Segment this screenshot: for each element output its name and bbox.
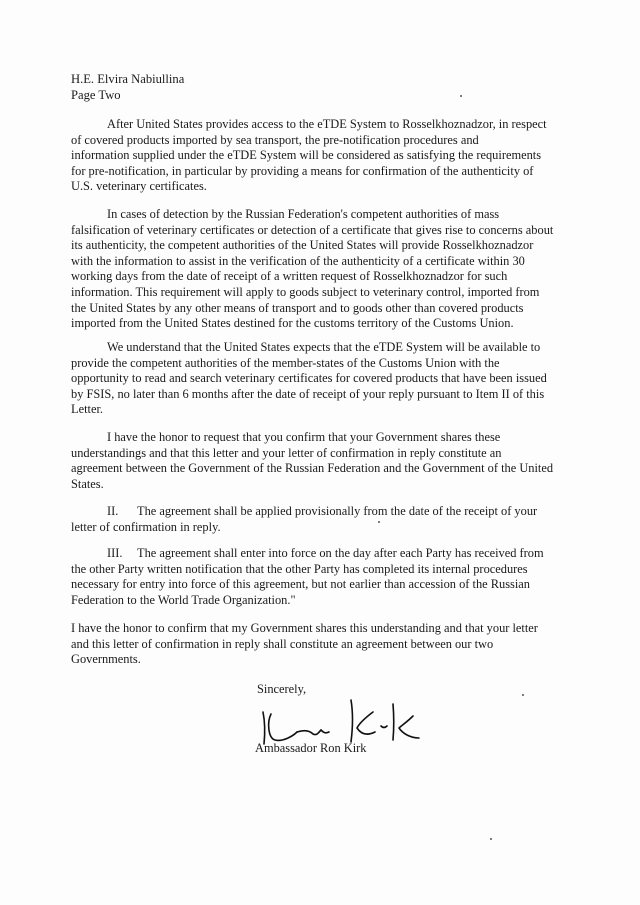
item-number: II. <box>107 504 119 518</box>
paragraph-line: and this letter of confirmation in reply shall constitute an agreement between our two <box>71 636 494 651</box>
paragraph-line: of covered products imported by sea transport, the pre-notification procedures and <box>71 132 479 147</box>
paragraph-line: U.S. veterinary certificates. <box>71 179 207 194</box>
scan-speck <box>378 521 380 523</box>
scan-speck <box>460 95 462 97</box>
signer-name: Ambassador Ron Kirk <box>255 741 367 755</box>
paragraph-line: States. <box>71 476 104 491</box>
scan-speck <box>490 838 492 840</box>
addressee-block <box>71 71 184 103</box>
paragraph-line: After United States provides access to the eTDE System to Rosselkhoznadzor, in respect <box>107 117 547 131</box>
paragraph-line: by FSIS, no later than 6 months after the date of receipt of your reply pursuant to Item II of this <box>71 386 545 401</box>
paragraph-line: falsification of veterinary certificates or detection of a certificate that gives rise to concerns about <box>71 222 554 237</box>
paragraph-line: the other Party written notification that the other Party has completed its internal procedures <box>71 561 528 576</box>
paragraph-line: for pre-notification, in particular by providing a means for confirmation of the authenticity of <box>71 163 534 178</box>
paragraph-line: working days from the date of receipt of a written request of Rosselkhoznadzor for such <box>71 269 508 284</box>
paragraph-line: imported from the United States destined for the customs territory of the Customs Union. <box>71 316 514 331</box>
paragraph-line: information. This requirement will apply to goods subject to veterinary control, imported from <box>71 284 540 299</box>
item-3 <box>71 546 569 608</box>
paragraph-1 <box>71 117 569 195</box>
paragraph-line: Governments. <box>71 652 141 667</box>
paragraph-line: I have the honor to request that you confirm that your Government shares these <box>107 430 501 444</box>
paragraph-line: I have the honor to confirm that my Government shares this understanding and that your letter <box>71 621 538 635</box>
paragraph-line: letter of confirmation in reply. <box>71 519 221 534</box>
paragraph-line: Federation to the World Trade Organization." <box>71 592 296 607</box>
item-text: The agreement shall be applied provisionally from the date of the receipt of your <box>137 504 538 518</box>
item-number: III. <box>107 546 123 560</box>
paragraph-line: information supplied under the eTDE System will be considered as satisfying the requirements <box>71 148 542 163</box>
paragraph-line: opportunity to read and search veterinary certificates for covered products that have been issued <box>71 371 547 386</box>
paragraph-4 <box>71 430 569 492</box>
paragraph-line: the United States by any other means of transport and to goods other than covered products <box>71 300 524 315</box>
paragraph-line: In cases of detection by the Russian Federation's competent authorities of mass <box>107 207 500 221</box>
item-first-line <box>71 504 569 520</box>
paragraph-line: Letter. <box>71 402 103 417</box>
closing-paragraph <box>71 621 569 668</box>
paragraph-line: necessary for entry into force of this agreement, but not earlier than accession of the Russian <box>71 577 530 592</box>
paragraph-line: We understand that the United States expects that the eTDE System will be available to <box>107 340 541 354</box>
handwritten-signature <box>253 692 453 748</box>
paragraph-line: understandings and that this letter and your letter of confirmation in reply constitute an <box>71 445 502 460</box>
item-text: The agreement shall enter into force on the day after each Party has received from <box>137 546 544 560</box>
paragraph-line: its authenticity, the competent authorities of the United States will provide Rosselkhoznadzor <box>71 238 534 253</box>
sincerely-text: Sincerely, <box>257 682 307 696</box>
addressee-name: H.E. Elvira Nabiullina <box>71 72 185 86</box>
paragraph-line: with the information to assist in the verification of the authenticity of a certificate within 30 <box>71 253 525 268</box>
item-2 <box>71 504 569 535</box>
paragraph-2 <box>71 207 569 332</box>
paragraph-line: agreement between the Government of the Russian Federation and the Government of the United <box>71 461 554 476</box>
paragraph-3 <box>71 340 569 418</box>
page-label: Page Two <box>71 88 121 102</box>
paragraph-line: provide the competent authorities of the member-states of the Customs Union with the <box>71 355 500 370</box>
item-first-line <box>71 546 569 562</box>
scan-speck <box>522 694 524 696</box>
